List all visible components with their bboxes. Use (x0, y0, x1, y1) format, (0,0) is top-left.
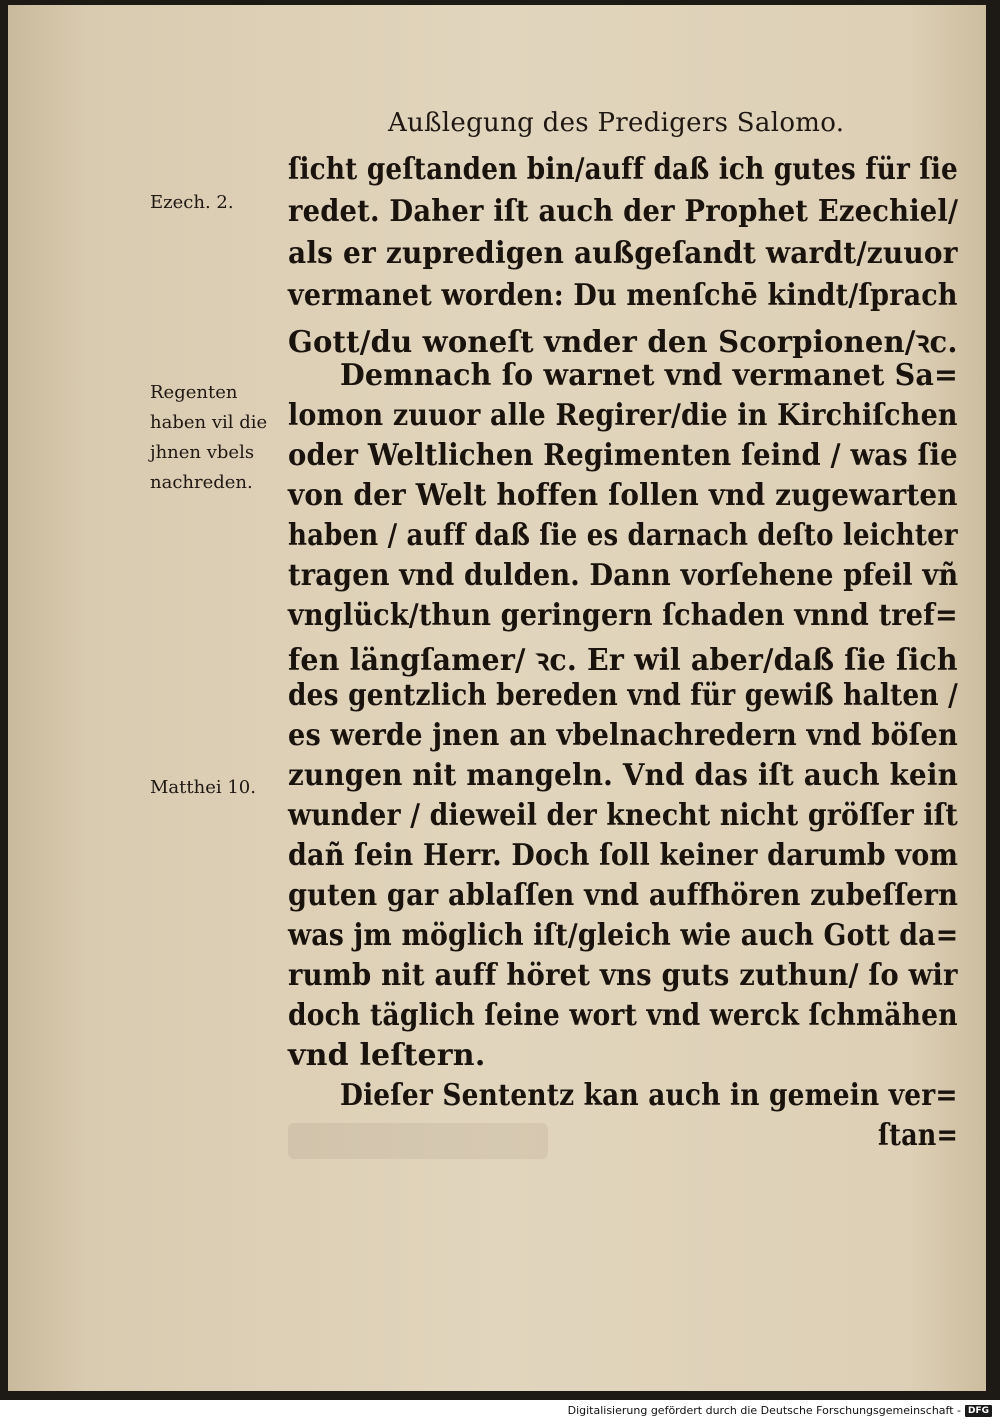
text-line: tragen vnd dulden. Dann vorſehene pfeil vñ (288, 558, 959, 593)
footer-credit (568, 1404, 992, 1417)
text-line: guten gar ablaſſen vnd auffhören zubeſſern (288, 878, 959, 913)
text-line: lomon zuuor alle Regirer/die in Kirchiſchen (288, 398, 958, 433)
text-line: rumb nit auff höret vns guts zuthun/ ſo wir (288, 958, 958, 993)
text-line: dañ ſein Herr. Doch ſoll keiner darumb vom (288, 838, 959, 873)
text-line: Dieſer Sententz kan auch in gemein ver= (340, 1078, 958, 1113)
text-line: vnd leſtern. (288, 1038, 486, 1073)
text-line: als er zupredigen außgeſandt wardt/zuuor (288, 236, 958, 271)
text-line: was jm möglich iſt/gleich wie auch Gott da= (288, 918, 959, 953)
margin-note-regenten-1: Regenten (150, 382, 238, 403)
text-line: von der Welt hoffen ſollen vnd zugewarten (288, 478, 958, 513)
margin-note-regenten-4: nachreden. (150, 472, 253, 493)
text-line: Gott/du woneſt vnder den Scorpionen/ꝛc. (288, 325, 958, 360)
text-line: vermanet worden: Du menſchē kindt/ſprach (288, 278, 958, 313)
text-line: ſtan= (878, 1118, 959, 1153)
margin-note-ezech: Ezech. 2. (150, 192, 234, 213)
bleed-through-mark (288, 1123, 548, 1159)
text-line: vnglück/thun geringern ſchaden vnnd tref= (288, 598, 958, 633)
text-line: Demnach ſo warnet vnd vermanet Sa= (340, 358, 959, 393)
footer-text: Digitalisierung gefördert durch die Deutsche Forschungsgemeinschaft - (567, 1404, 961, 1417)
text-line: fen längſamer/ ꝛc. Er wil aber/daß ſie ſich (288, 643, 958, 678)
margin-note-regenten-3: jhnen vbels (150, 442, 255, 463)
text-line: oder Weltlichen Regimenten ſeind / was ſie (288, 438, 958, 473)
text-line: wunder / dieweil der knecht nicht gröſſer iſt (288, 798, 958, 833)
text-line: es werde jnen an vbelnachredern vnd böſen (288, 718, 958, 753)
running-header: Außlegung des Predigers Salomo. (388, 108, 845, 138)
text-line: zungen nit mangeln. Vnd das iſt auch kein (288, 758, 959, 793)
margin-note-regenten-2: haben vil die (150, 412, 268, 433)
text-line: haben / auff daß ſie es darnach deſto leichter (288, 518, 958, 553)
text-line: des gentzlich bereden vnd für gewiß halten / (288, 678, 959, 713)
dfg-logo: DFG (965, 1405, 992, 1417)
text-line: ſicht geſtanden bin/auff daß ich gutes für ſie (288, 152, 958, 187)
text-line: doch täglich ſeine wort vnd werck ſchmähen (288, 998, 958, 1033)
text-line: redet. Daher iſt auch der Prophet Ezechiel/ (288, 194, 959, 229)
margin-note-matthei: Matthei 10. (150, 777, 256, 798)
